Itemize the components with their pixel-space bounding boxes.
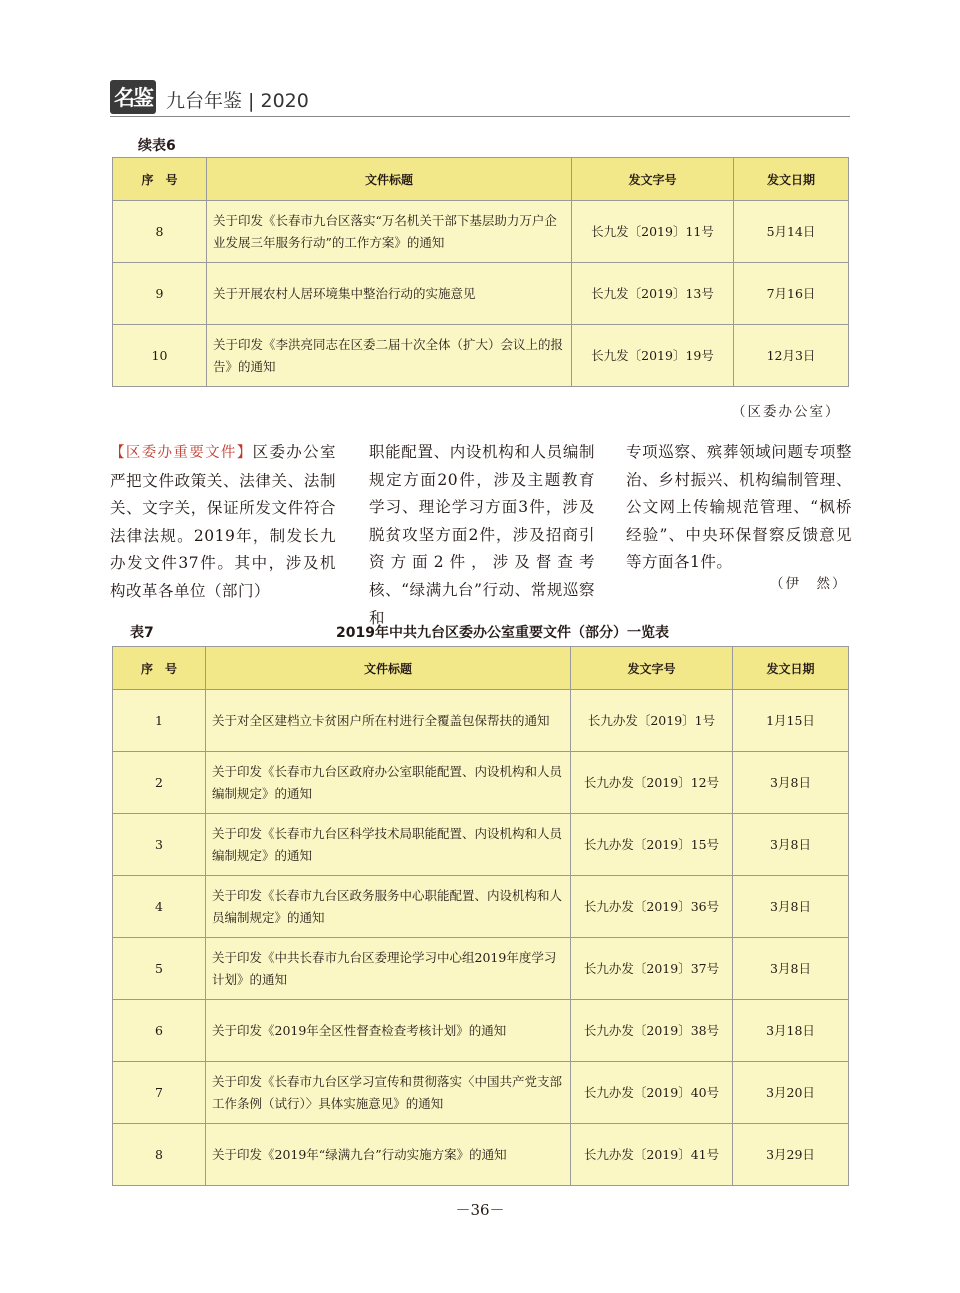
cell-no: 9 bbox=[113, 263, 207, 325]
table7 bbox=[112, 646, 849, 1186]
cell-doc-no: 长九办发〔2019〕15号 bbox=[571, 814, 733, 876]
cell-doc-no: 长九发〔2019〕19号 bbox=[572, 325, 734, 387]
col-header-doc-no: 发文字号 bbox=[571, 647, 733, 690]
cell-doc-no: 长九办发〔2019〕37号 bbox=[571, 938, 733, 1000]
cell-no: 7 bbox=[113, 1062, 206, 1124]
article-text-col1: 区委办公室严把文件政策关、法律关、法制关、文字关，保证所发文件符合法律法规。2019年，制发长九办发文件37件。其中，涉及机构改革各单位（部门） bbox=[110, 443, 336, 600]
cell-date: 3月8日 bbox=[733, 938, 849, 1000]
cell-date: 3月29日 bbox=[733, 1124, 849, 1186]
table-row bbox=[113, 876, 849, 938]
article-column-1 bbox=[110, 439, 336, 606]
cell-no: 4 bbox=[113, 876, 206, 938]
article-text-col3: 专项巡察、殡葬领域问题专项整治、乡村振兴、机构编制管理、公文网上传输规范管理、“枫桥经验”、中央环保督察反馈意见等方面各1件。 bbox=[626, 443, 852, 572]
col-header-date: 发文日期 bbox=[733, 647, 849, 690]
cell-date: 3月8日 bbox=[733, 876, 849, 938]
col-header-no: 序 号 bbox=[113, 158, 207, 201]
cell-title: 关于印发《长春市九台区学习宣传和贯彻落实〈中国共产党支部工作条例（试行）〉具体实施意见》的通知 bbox=[206, 1062, 571, 1124]
cell-doc-no: 长九办发〔2019〕1号 bbox=[571, 690, 733, 752]
cell-no: 1 bbox=[113, 690, 206, 752]
cell-doc-no: 长九办发〔2019〕12号 bbox=[571, 752, 733, 814]
cell-date: 3月18日 bbox=[733, 1000, 849, 1062]
table6-cont bbox=[112, 157, 849, 387]
cell-no: 5 bbox=[113, 938, 206, 1000]
cell-doc-no: 长九办发〔2019〕38号 bbox=[571, 1000, 733, 1062]
cell-doc-no: 长九发〔2019〕13号 bbox=[572, 263, 734, 325]
table7-label: 表7 bbox=[130, 625, 154, 641]
cell-title: 关于印发《长春市九台区政府办公室职能配置、内设机构和人员编制规定》的通知 bbox=[206, 752, 571, 814]
col-header-title: 文件标题 bbox=[207, 158, 572, 201]
col-header-no: 序 号 bbox=[113, 647, 206, 690]
table-row bbox=[113, 325, 849, 387]
table6-caption: 续表6 bbox=[138, 138, 176, 154]
cell-title: 关于印发《李洪亮同志在区委二届十次全体（扩大）会议上的报告》的通知 bbox=[207, 325, 572, 387]
cell-title: 关于印发《长春市九台区落实“万名机关干部下基层助力万户企业发展三年服务行动”的工作方案》的通知 bbox=[207, 201, 572, 263]
table-header-row bbox=[113, 647, 849, 690]
yearbook-title: 九台年鉴 | 2020 bbox=[166, 90, 309, 112]
cell-doc-no: 长九办发〔2019〕41号 bbox=[571, 1124, 733, 1186]
cell-no: 2 bbox=[113, 752, 206, 814]
cell-date: 1月15日 bbox=[733, 690, 849, 752]
cell-date: 5月14日 bbox=[734, 201, 849, 263]
cell-no: 8 bbox=[113, 1124, 206, 1186]
table-row bbox=[113, 690, 849, 752]
cell-date: 12月3日 bbox=[734, 325, 849, 387]
table6-source: （区委办公室） bbox=[732, 404, 841, 420]
cell-date: 3月8日 bbox=[733, 752, 849, 814]
cell-no: 10 bbox=[113, 325, 207, 387]
cell-title: 关于印发《2019年“绿满九台”行动实施方案》的通知 bbox=[206, 1124, 571, 1186]
cell-date: 3月20日 bbox=[733, 1062, 849, 1124]
table7-title: 2019年中共九台区委办公室重要文件（部分）一览表 bbox=[336, 625, 669, 641]
yearbook-logo: 名鉴 bbox=[110, 80, 156, 114]
table-row bbox=[113, 938, 849, 1000]
page-number: －36－ bbox=[455, 1201, 505, 1219]
table-row bbox=[113, 201, 849, 263]
cell-date: 3月8日 bbox=[733, 814, 849, 876]
table-row bbox=[113, 1062, 849, 1124]
cell-no: 6 bbox=[113, 1000, 206, 1062]
table-row bbox=[113, 263, 849, 325]
table-row bbox=[113, 1124, 849, 1186]
cell-doc-no: 长九办发〔2019〕40号 bbox=[571, 1062, 733, 1124]
cell-doc-no: 长九发〔2019〕11号 bbox=[572, 201, 734, 263]
article-column-3 bbox=[626, 439, 852, 577]
article-keyword: 【区委办重要文件】 bbox=[110, 445, 253, 461]
cell-doc-no: 长九办发〔2019〕36号 bbox=[571, 876, 733, 938]
article-author: （伊 然） bbox=[770, 576, 848, 592]
cell-title: 关于印发《长春市九台区政务服务中心职能配置、内设机构和人员编制规定》的通知 bbox=[206, 876, 571, 938]
cell-title: 关于印发《长春市九台区科学技术局职能配置、内设机构和人员编制规定》的通知 bbox=[206, 814, 571, 876]
cell-date: 7月16日 bbox=[734, 263, 849, 325]
cell-title: 关于印发《中共长春市九台区委理论学习中心组2019年度学习计划》的通知 bbox=[206, 938, 571, 1000]
header-rule bbox=[110, 116, 850, 117]
cell-title: 关于对全区建档立卡贫困户所在村进行全覆盖包保帮扶的通知 bbox=[206, 690, 571, 752]
table-row bbox=[113, 814, 849, 876]
col-header-title: 文件标题 bbox=[206, 647, 571, 690]
page-header bbox=[110, 80, 850, 116]
article-text-col2: 职能配置、内设机构和人员编制规定方面20件，涉及主题教育学习、理论学习方面3件，涉及脱贫攻坚方面2件，涉及招商引资方面2件，涉及督查考核、“绿满九台”行动、常规巡察和 bbox=[369, 443, 595, 627]
col-header-doc-no: 发文字号 bbox=[572, 158, 734, 201]
cell-title: 关于开展农村人居环境集中整治行动的实施意见 bbox=[207, 263, 572, 325]
table-header-row bbox=[113, 158, 849, 201]
cell-no: 8 bbox=[113, 201, 207, 263]
col-header-date: 发文日期 bbox=[734, 158, 849, 201]
article-column-2 bbox=[369, 439, 595, 632]
table-row bbox=[113, 752, 849, 814]
cell-title: 关于印发《2019年全区性督查检查考核计划》的通知 bbox=[206, 1000, 571, 1062]
cell-no: 3 bbox=[113, 814, 206, 876]
table-row bbox=[113, 1000, 849, 1062]
